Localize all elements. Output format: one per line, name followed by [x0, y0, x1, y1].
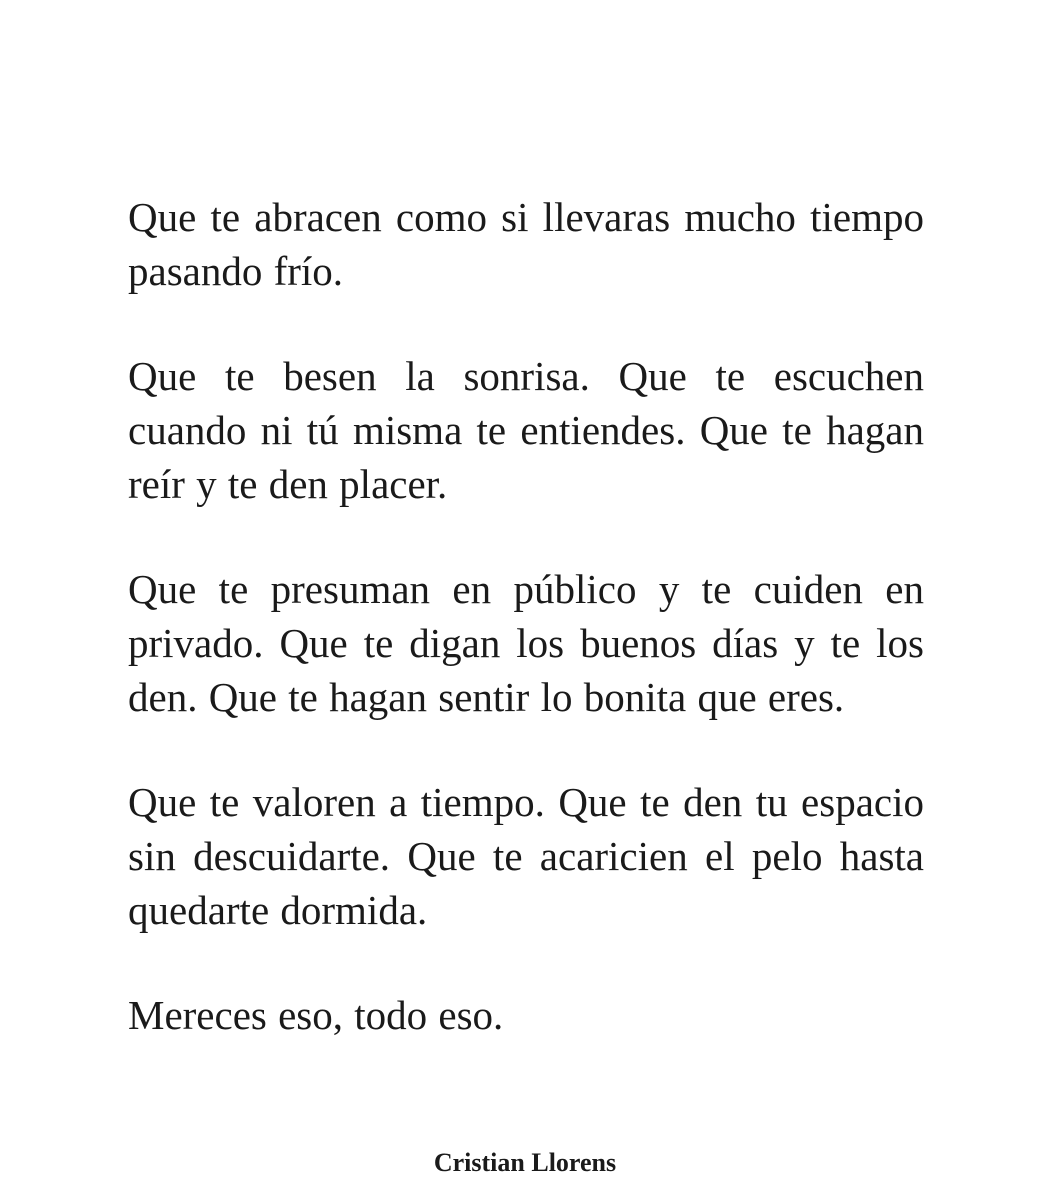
stanza-1: Que te abracen como si llevaras mucho tiempo pasando frío.	[128, 194, 924, 294]
stanza-4: Que te valoren a tiempo. Que te den tu espacio sin descuidarte. Que te acaricien el pelo hasta quedarte dormida.	[128, 779, 924, 933]
author-signature: Cristian Llorens	[433, 1148, 617, 1177]
stanza-5: Mereces eso, todo eso.	[128, 992, 504, 1038]
poem-body	[128, 190, 924, 1042]
stanza-2: Que te besen la sonrisa. Que te escuchen cuando ni tú misma te entiendes. Que te hagan reír y te den placer.	[128, 353, 924, 507]
stanza-3: Que te presuman en público y te cuiden en privado. Que te digan los buenos días y te los den. Que te hagan sentir lo bonita que eres.	[128, 566, 924, 720]
